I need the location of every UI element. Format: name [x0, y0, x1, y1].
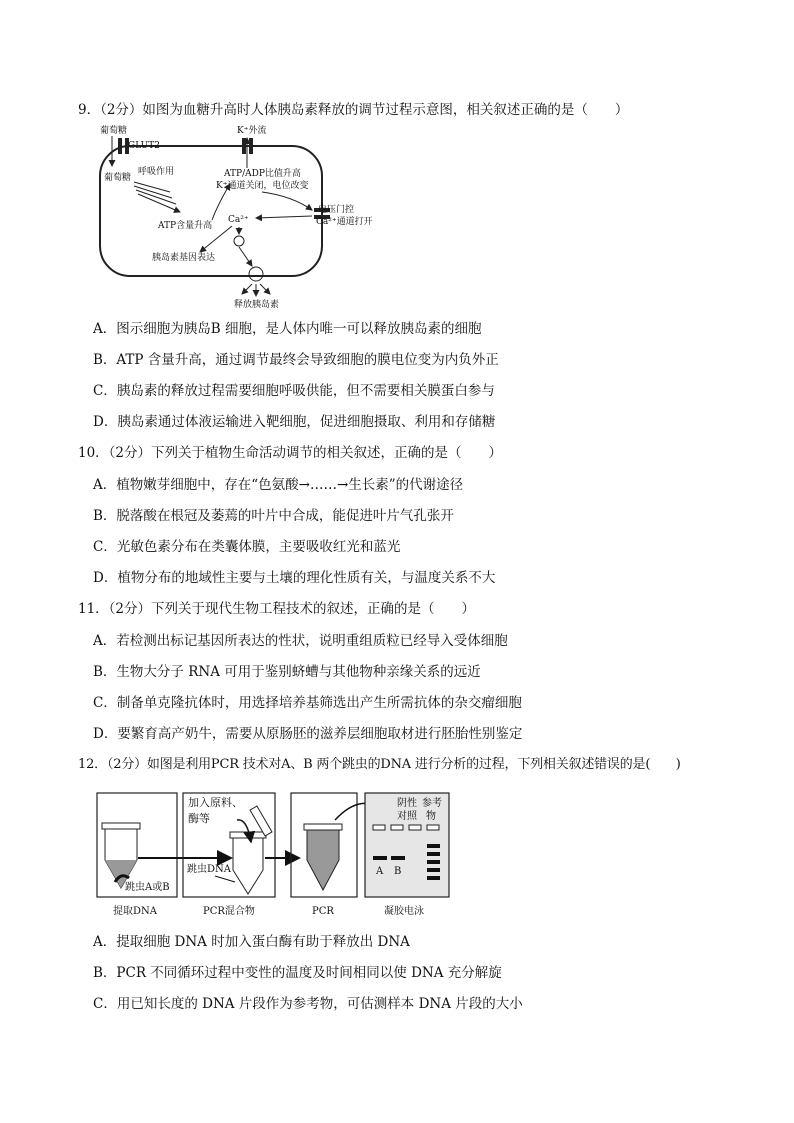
voltage-gate-label: 电压门控 [318, 205, 355, 215]
k-efflux-label: K⁺外流 [237, 126, 267, 136]
control-label: 对照 [397, 811, 417, 822]
tube1-label: 跳虫A或B [125, 882, 170, 893]
glucose-outside-label: 葡萄糖 [100, 126, 128, 136]
q12-option-a: A．提取细胞 DNA 时加入蛋白酶有助于释放出 DNA [93, 934, 410, 950]
pcr-process-diagram [95, 790, 485, 920]
caption-extract: 提取DNA [113, 906, 157, 917]
q11-option-a: A．若检测出标记基因所表达的性状，说明重组质粒已经导入受体细胞 [93, 633, 508, 649]
negative-label: 阴性 [397, 798, 417, 809]
caption-pcr: PCR [312, 906, 334, 917]
ca-channel-open-label: Ca²⁺通道打开 [316, 217, 373, 227]
q10-option-a: A．植物嫩芽细胞中，存在“色氨酸→……→生长素”的代谢途径 [93, 477, 464, 493]
atp-ratio-label: ATP/ADP比值升高 [224, 169, 301, 179]
question-11-stem: 11．（2分）下列关于现代生物工程技术的叙述，正确的是（ ） [78, 601, 476, 617]
release-insulin-label: 释放胰岛素 [234, 300, 280, 310]
q9-option-a: A．图示细胞为胰岛B 细胞，是人体内唯一可以释放胰岛素的细胞 [93, 321, 482, 337]
q12-option-b: B．PCR 不同循环过程中变性的温度及时间相同以使 DNA 充分解旋 [93, 965, 502, 981]
q9-option-d: D．胰岛素通过体液运输进入靶细胞，促进细胞摄取、利用和存储糖 [93, 414, 496, 430]
q10-option-d: D．植物分布的地域性主要与土壤的理化性质有关，与温度关系不大 [93, 570, 496, 586]
enzyme-label: 酶等 [188, 812, 210, 825]
q10-option-b: B．脱落酸在根冠及萎蔫的叶片中合成，能促进叶片气孔张开 [93, 508, 454, 524]
gene-expression-label: 胰岛素基因表达 [152, 253, 216, 263]
glut2-label: GLUT2 [128, 141, 160, 151]
add-materials-label: 加入原料、 [188, 796, 243, 809]
reference-label: 参考 [422, 798, 442, 809]
q11-option-b: B．生物大分子 RNA 可用于鉴别蛴螬与其他物种亲缘关系的远近 [93, 664, 481, 680]
q11-option-d: D．要繁育高产奶牛，需要从原肠胚的滋养层细胞取材进行胚胎性别鉴定 [93, 726, 523, 742]
caption-gel: 凝胶电泳 [384, 906, 424, 917]
vesicle [249, 267, 263, 281]
q9-option-c: C．胰岛素的释放过程需要细胞呼吸供能，但不需要相关膜蛋白参与 [93, 383, 495, 399]
question-9-stem: 9．（2分）如图为血糖升高时人体胰岛素释放的调节过程示意图，相关叙述正确的是（ ） [78, 102, 629, 118]
tube2-label: 跳虫DNA [187, 864, 231, 875]
q10-option-c: C．光敏色素分布在类囊体膜，主要吸收红光和蓝光 [93, 539, 401, 555]
respiration-label: 呼吸作用 [138, 167, 175, 177]
question-10-stem: 10．（2分）下列关于植物生命活动调节的相关叙述，正确的是（ ） [78, 445, 503, 461]
caption-pcr-mix: PCR混合物 [203, 906, 255, 917]
q9-option-b: B．ATP 含量升高，通过调节最终会导致细胞的膜电位变为内负外正 [93, 352, 499, 368]
ca-label: Ca²⁺ [228, 215, 249, 225]
glucose-inside-label: 葡萄糖 [104, 173, 132, 183]
insulin-release-diagram [92, 124, 373, 314]
question-12-stem: 12．（2分）如图是利用PCR 技术对A、B 两个跳虫的DNA 进行分析的过程，下列相关叙述错误的是( ) [78, 757, 681, 772]
atp-up-label: ATP含量升高 [158, 221, 213, 231]
lane-b-label: B [394, 866, 402, 877]
reference-label-2: 物 [426, 811, 436, 822]
q12-option-c: C．用已知长度的 DNA 片段作为参考物，可估测样本 DNA 片段的大小 [93, 996, 523, 1012]
lane-a-label: A [376, 866, 384, 877]
q11-option-c: C．制备单克隆抗体时，用选择培养基筛选出产生所需抗体的杂交瘤细胞 [93, 695, 522, 711]
k-channel-label: K⁺通道关闭，电位改变 [216, 181, 309, 191]
